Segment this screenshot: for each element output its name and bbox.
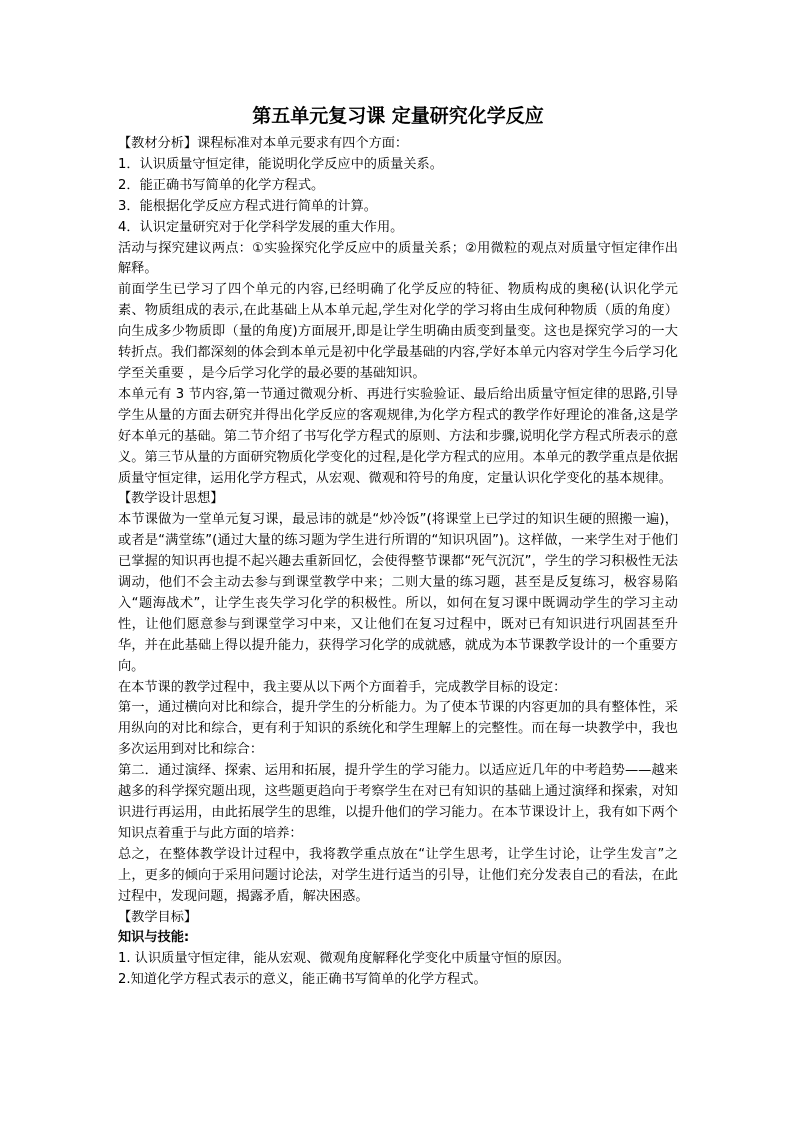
objectives-heading: 【教学目标】 bbox=[118, 909, 198, 925]
design-paragraph: 第一，通过横向对比和综合，提升学生的分析能力。为了使本节课的内容更加的具有整体性，采用纵向的对比和综合，更有利于知识的系统化和学生理解上的完整性。而在每一块教学中，我也多次运用到对比和综合： bbox=[118, 700, 678, 758]
activities-paragraph: 活动与探究建议两点：①实验探究化学反应中的质量关系；②用微粒的观点对质量守恒定律作出解释。 bbox=[118, 240, 678, 277]
requirement-item: 3．能根据化学反应方程式进行简单的计算。 bbox=[118, 198, 377, 214]
design-paragraph: 第二．通过演绎、探索、运用和拓展，提升学生的学习能力。以适应近几年的中考趋势——越来越多的科学探究题出现，这些题更趋向于考察学生在对已有知识的基础上通过演绎和探索，对知识进行再运用，由此拓展学生的思维，以提升他们的学习能力。在本节课设计上，我有如下两个知识点着重于与此方面的培养： bbox=[118, 763, 678, 841]
knowledge-skills-subheading: 知识与技能: bbox=[118, 930, 190, 946]
design-paragraph: 本节课做为一堂单元复习课，最忌讳的就是“炒冷饭”(将课堂上已学过的知识生硬的照搬一遍)，或者是“满堂练”(通过大量的练习题为学生进行所谓的“知识巩固”)。这样做，一来学生对于他们已掌握的知识再也提不起兴趣去重新回忆，会使得整节课都“死气沉沉”，学生的学习积极性无法调动，他们不会主动去参与到课堂教学中来；二则大量的练习题，甚至是反复练习，极容易陷入“题海战术”，让学生丧失学习化学的积极性。所以，如何在复习课中既调动学生的学习主动性，让他们愿意参与到课堂学习中来，又让他们在复习过程中，既对已有知识进行巩固甚至升华，并在此基础上得以提升能力，获得学习化学的成就感，就成为本节课教学设计的一个重要方向。 bbox=[118, 512, 678, 674]
material-analysis-heading: 【教材分析】课程标准对本单元要求有四个方面： bbox=[118, 136, 409, 151]
analysis-paragraph: 前面学生已学习了四个单元的内容,已经明确了化学反应的特征、物质构成的奥秘(认识化学元素、物质组成的表示,在此基础上从本单元起,学生对化学的学习将由生成何种物质（质的角度）向生成多少物质即（量的角度)方面展开,即是让学生明确由质变到量变。这也是探究学习的一大转折点。我们都深刻的体会到本单元是初中化学最基础的内容,学好本单元内容对学生今后学习化学至关重要 ，是今后学习化学的最必要的基础知识。 bbox=[118, 282, 678, 381]
design-thinking-heading: 【教学设计思想】 bbox=[118, 491, 224, 507]
requirement-item: 2．能正确书写简单的化学方程式。 bbox=[118, 177, 325, 193]
analysis-paragraph: 本单元有 3 节内容,第一节通过微观分析、再进行实验验证、最后给出质量守恒定律的思路,引导学生从量的方面去研究并得出化学反应的客观规律,为化学方程式的教学作好理论的准备,这是学好本单元的基础。第二节介绍了书写化学方程式的原则、方法和步骤,说明化学方程式所表示的意义。第三节从量的方面研究物质化学变化的过程,是化学方程式的应用。本单元的教学重点是依据质量守恒定律，运用化学方程式，从宏观、微观和符号的角度，定量认识化学变化的基本规律。 bbox=[118, 386, 678, 486]
design-paragraph: 在本节课的教学过程中，我主要从以下两个方面着手，完成教学目标的设定： bbox=[118, 679, 567, 695]
page-title: 第五单元复习课 定量研究化学反应 bbox=[252, 105, 544, 127]
design-paragraph: 总之，在整体教学设计过程中，我将教学重点放在“让学生思考，让学生讨论，让学生发言”之上，更多的倾向于采用问题讨论法，对学生进行适当的引导，让他们充分发表自己的看法，在此过程中，发现问题，揭露矛盾，解决困惑。 bbox=[118, 846, 678, 904]
document-page bbox=[118, 102, 678, 991]
requirement-item: 4．认识定量研究对于化学科学发展的重大作用。 bbox=[118, 219, 404, 235]
requirement-item: 1．认识质量守恒定律，能说明化学反应中的质量关系。 bbox=[118, 156, 443, 172]
objective-item: 2.知道化学方程式表示的意义，能正确书写简单的化学方程式。 bbox=[118, 972, 487, 988]
objective-item: 1. 认识质量守恒定律，能从宏观、微观角度解释化学变化中质量守恒的原因。 bbox=[118, 951, 570, 967]
